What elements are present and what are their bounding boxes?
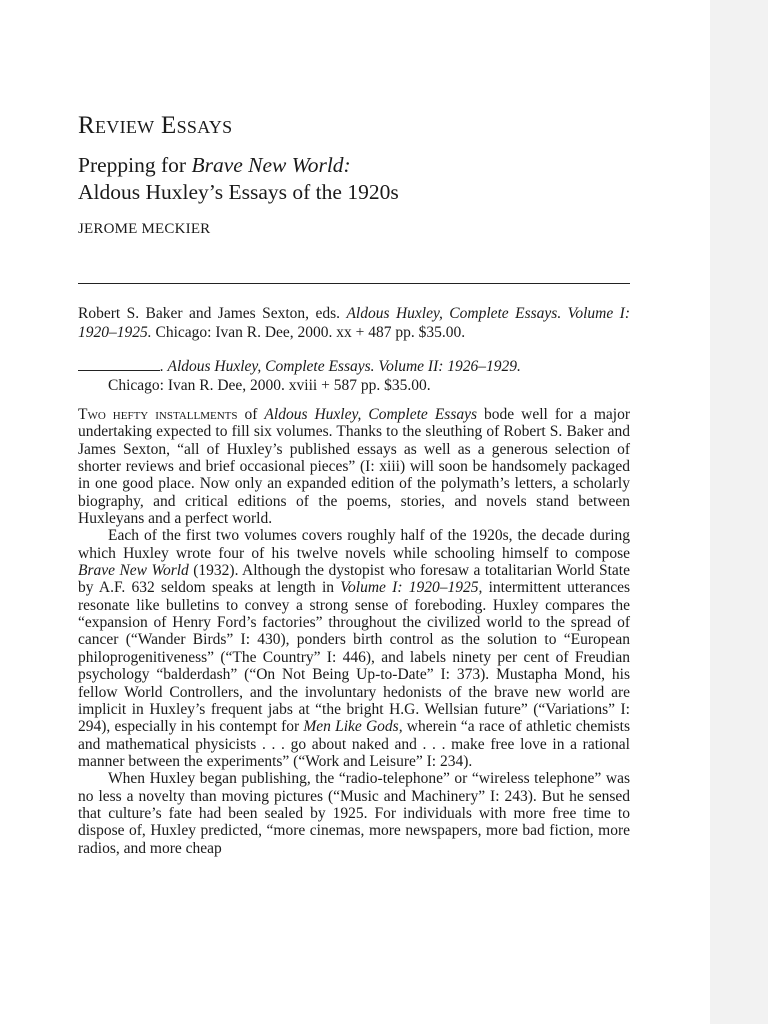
paragraph-3 bbox=[78, 770, 630, 857]
title-line1-italic: Brave New World: bbox=[191, 153, 351, 177]
paragraph-1-text-a: of bbox=[237, 406, 265, 423]
citation-volume-1 bbox=[78, 304, 630, 342]
paragraph-2-text-d: wherein “a race of athletic chemists and mathematical physicists . . . go about naked and . . . make free love in a rational manner between the experiments” (“Work and Leisure” I: 234). bbox=[78, 718, 631, 770]
citation-volume-2 bbox=[78, 357, 630, 395]
paragraph-2-text-a: Each of the first two volumes covers roughly half of the 1920s, the decade during which Huxley wrote four of his twelve novels while schooling himself to compose bbox=[78, 527, 630, 562]
paragraph-1-text-b: bode well for a major undertaking expected to fill six volumes. Thanks to the sleuthing of Robert S. Baker and James Sexton, “all of Huxley’s published essays as well as a generous selection of shorter reviews and brief occasional pieces” (I: xiii) will soon be handsomely packaged in one good place. Now only an expanded edition of the polymath’s letters, a scholarly biography, and critical editions of the poems, stories, and novels stand between Huxleyans and a perfect world. bbox=[78, 406, 630, 528]
title-line1-prefix: Prepping for bbox=[78, 153, 192, 177]
paragraph-1-italic-a: Aldous Huxley, Complete Essays bbox=[264, 406, 478, 423]
article-title bbox=[78, 152, 399, 206]
paragraph-1-lead: Two hefty installments bbox=[78, 406, 238, 423]
divider-rule bbox=[78, 283, 630, 284]
paragraph-2-italic-b: Volume I: 1920–1925, bbox=[340, 579, 483, 597]
paragraph-3-text-a: When Huxley began publishing, the “radio-telephone” or “wireless telephone” was no less a novelty than moving pictures (“Music and Machinery” I: 243). But he sensed that culture’s fate had been sealed by 1925. For individuals with more free time to dispose of, Huxley predicted, “more cinemas, more newspapers, more bad fiction, more radios, and more cheap bbox=[78, 770, 630, 857]
page-margin-strip bbox=[710, 0, 768, 1024]
citation-1-tail: Chicago: Ivan R. Dee, 2000. xx + 487 pp. $35.00. bbox=[151, 324, 466, 341]
citation-1-title: Aldous Huxley, Complete Essays. Volume I: 1920–1925. bbox=[78, 305, 631, 341]
author-name: JEROME MECKIER bbox=[78, 221, 211, 237]
review-body bbox=[78, 406, 630, 857]
section-heading: Review Essays bbox=[78, 112, 233, 139]
paragraph-2-italic-a: Brave New World bbox=[78, 562, 189, 580]
paragraph-2-italic-c: Men Like Gods, bbox=[303, 718, 403, 736]
citation-2-title: . Aldous Huxley, Complete Essays. Volume II: 1926–1929. bbox=[160, 358, 521, 375]
citation-2-tail: Chicago: Ivan R. Dee, 2000. xviii + 587 pp. $35.00. bbox=[108, 377, 431, 394]
paragraph-1 bbox=[78, 406, 630, 527]
paragraph-2-text-b: (1932). Although the dystopist who foresaw a totalitarian World State by A.F. 632 seldom speaks at length in bbox=[78, 562, 630, 597]
paragraph-2 bbox=[78, 527, 630, 770]
paragraph-2-text-c: intermittent utterances resonate like bulletins to convey a strong sense of foreboding. Huxley compares the “expansion of Henry Ford’s factories” throughout the civilized world to the spread of cancer (“Wander Birds” I: 430), ponders birth control as the solution to “European philoprogenitiveness” (“The Country” I: 446), and labels ninety per cent of Freudian psychology “balderdash” (“On Not Being Up-to-Date” I: 373). Mustapha Mond, his fellow World Controllers, and the involuntary hedonists of the brave new world are implicit in Huxley’s frequent jabs at “the bright H.G. Wellsian future” (“Variations” I: 294), especially in his contempt for bbox=[78, 579, 630, 736]
title-line2: Aldous Huxley’s Essays of the 1920s bbox=[78, 180, 399, 204]
ditto-rule bbox=[78, 358, 160, 371]
citation-1-lead: Robert S. Baker and James Sexton, eds. bbox=[78, 305, 347, 322]
